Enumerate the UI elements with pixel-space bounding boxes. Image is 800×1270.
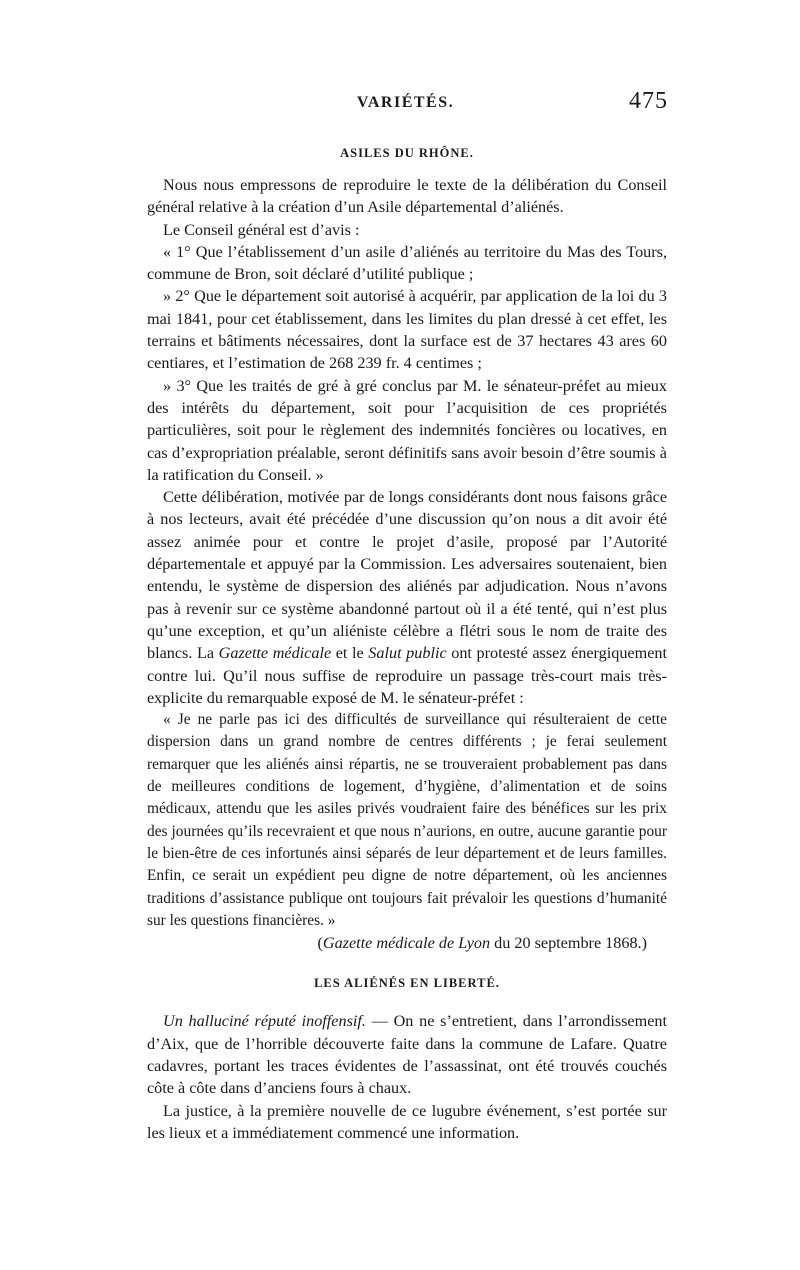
paragraph-article-3: » 3° Que les traités de gré à gré conclus par M. le sénateur-préfet au mieux des intérêts du département, soit pour l’acquisition de ces propriétés particulières, soit pour le règlement des indemnités foncières ou locatives, en cas d’expropriation préalable, seront définitifs sans avoir besoin d’être soumis à la ratification du Conseil. » [147,376,667,484]
deliberation-text-1: Cette délibération, motivée par de longs considérants dont nous faisons grâce à nos lecteurs, avait été précédée d’une discussion qu’on nous a dit avoir été assez animée pour et contre le projet d’asile, proposé par l’Autorité départementale et appuyé par la Commission. Les adversaires soutenaient, bien entendu, le système de dispersion des aliénés par adjudication. Nous n’avons pas à revenir sur ce système abandonné partout où il a été tenté, qui n’est plus qu’une exception, et qu’un aliéniste célèbre a flétri sous le nom de traite des blancs. La [147,488,667,663]
text-column [147,142,667,1144]
paragraph-article-1: « 1° Que l’établissement d’un asile d’aliénés au territoire du Mas des Tours, commune de Bron, soit déclaré d’utilité publique ; [147,242,667,284]
gazette-medicale-title: Gazette médicale [218,644,332,663]
page-header [143,88,668,124]
citation-source [147,932,667,954]
section-title-asiles: ASILES DU RHÔNE. [340,146,474,160]
citation-journal: Gazette médicale de Lyon [322,934,491,953]
running-title: VARIÉTÉS. [356,94,455,111]
deliberation-text-3: ont protesté assez énergiquement contre lui. Qu’il nous suffise de reproduire un passage très-court mais très-explicite du remarquable exposé de M. le sénateur-préfet : [147,644,667,707]
paragraph-deliberation [147,486,667,709]
hallucine-text: — On ne s’entretient, dans l’arrondissement d’Aix, que de l’horrible découverte faite dans la commune de Lafare. Quatre cadavres, portant les traces évidentes de l’assassinat, ont été trouvés couchés côte à côte dans d’anciens fours à chaux. [147,1012,667,1098]
citation-open: ( [317,934,323,953]
quotation-prefet: « Je ne parle pas ici des difficultés de surveillance qui résulteraient de cette dispersion dans un grand nombre de centres différents ; je ferai seulement remarquer que les aliénés ainsi répartis, ne se trouveraient probablement pas dans de meilleures conditions de logement, d’hygiène, d’alimentation et de soins médicaux, attendu que les asiles privés voudraient faire des bénéfices sur les prix des journées qu’ils recevraient et que nous n’aurions, en outre, aucune garantie pour le bien-être de ces infortunés ainsi séparés de leur département et de leurs familles. Enfin, ce serait un expédient peu digne de notre département, où les anciennes traditions d’assistance publique ont toujours fait prévaloir les questions d’humanité sur les questions financières. » [147,711,667,929]
paragraph-avis: Le Conseil général est d’avis : [163,220,360,239]
salut-public-title: Salut public [368,644,447,663]
article-heading: Un halluciné réputé inoffensif. [163,1012,366,1031]
paragraph-justice: La justice, à la première nouvelle de ce lugubre événement, s’est portée sur les lieux et a immédiatement commencé une information. [147,1101,667,1142]
deliberation-text-2: et le [331,644,369,663]
page-number: 475 [629,88,668,114]
section-title-alienes: LES ALIÉNÉS EN LIBERTÉ. [314,976,500,991]
paragraph-article-2: » 2° Que le département soit autorisé à acquérir, par application de la loi du 3 mai 1841, pour cet établissement, dans les limites du plan dressé à cet effet, les terrains et bâtiments nécessaires, dont la surface est de 37 hectares 43 ares 60 centiares, et l’estimation de 268 239 fr. 4 centimes ; [147,287,667,373]
citation-date: du 20 septembre 1868.) [490,934,647,953]
paragraph-intro: Nous nous empressons de reproduire le texte de la délibération du Conseil général relative à la création d’un Asile départemental d’aliénés. [147,176,667,217]
paragraph-hallucine [147,1010,667,1099]
